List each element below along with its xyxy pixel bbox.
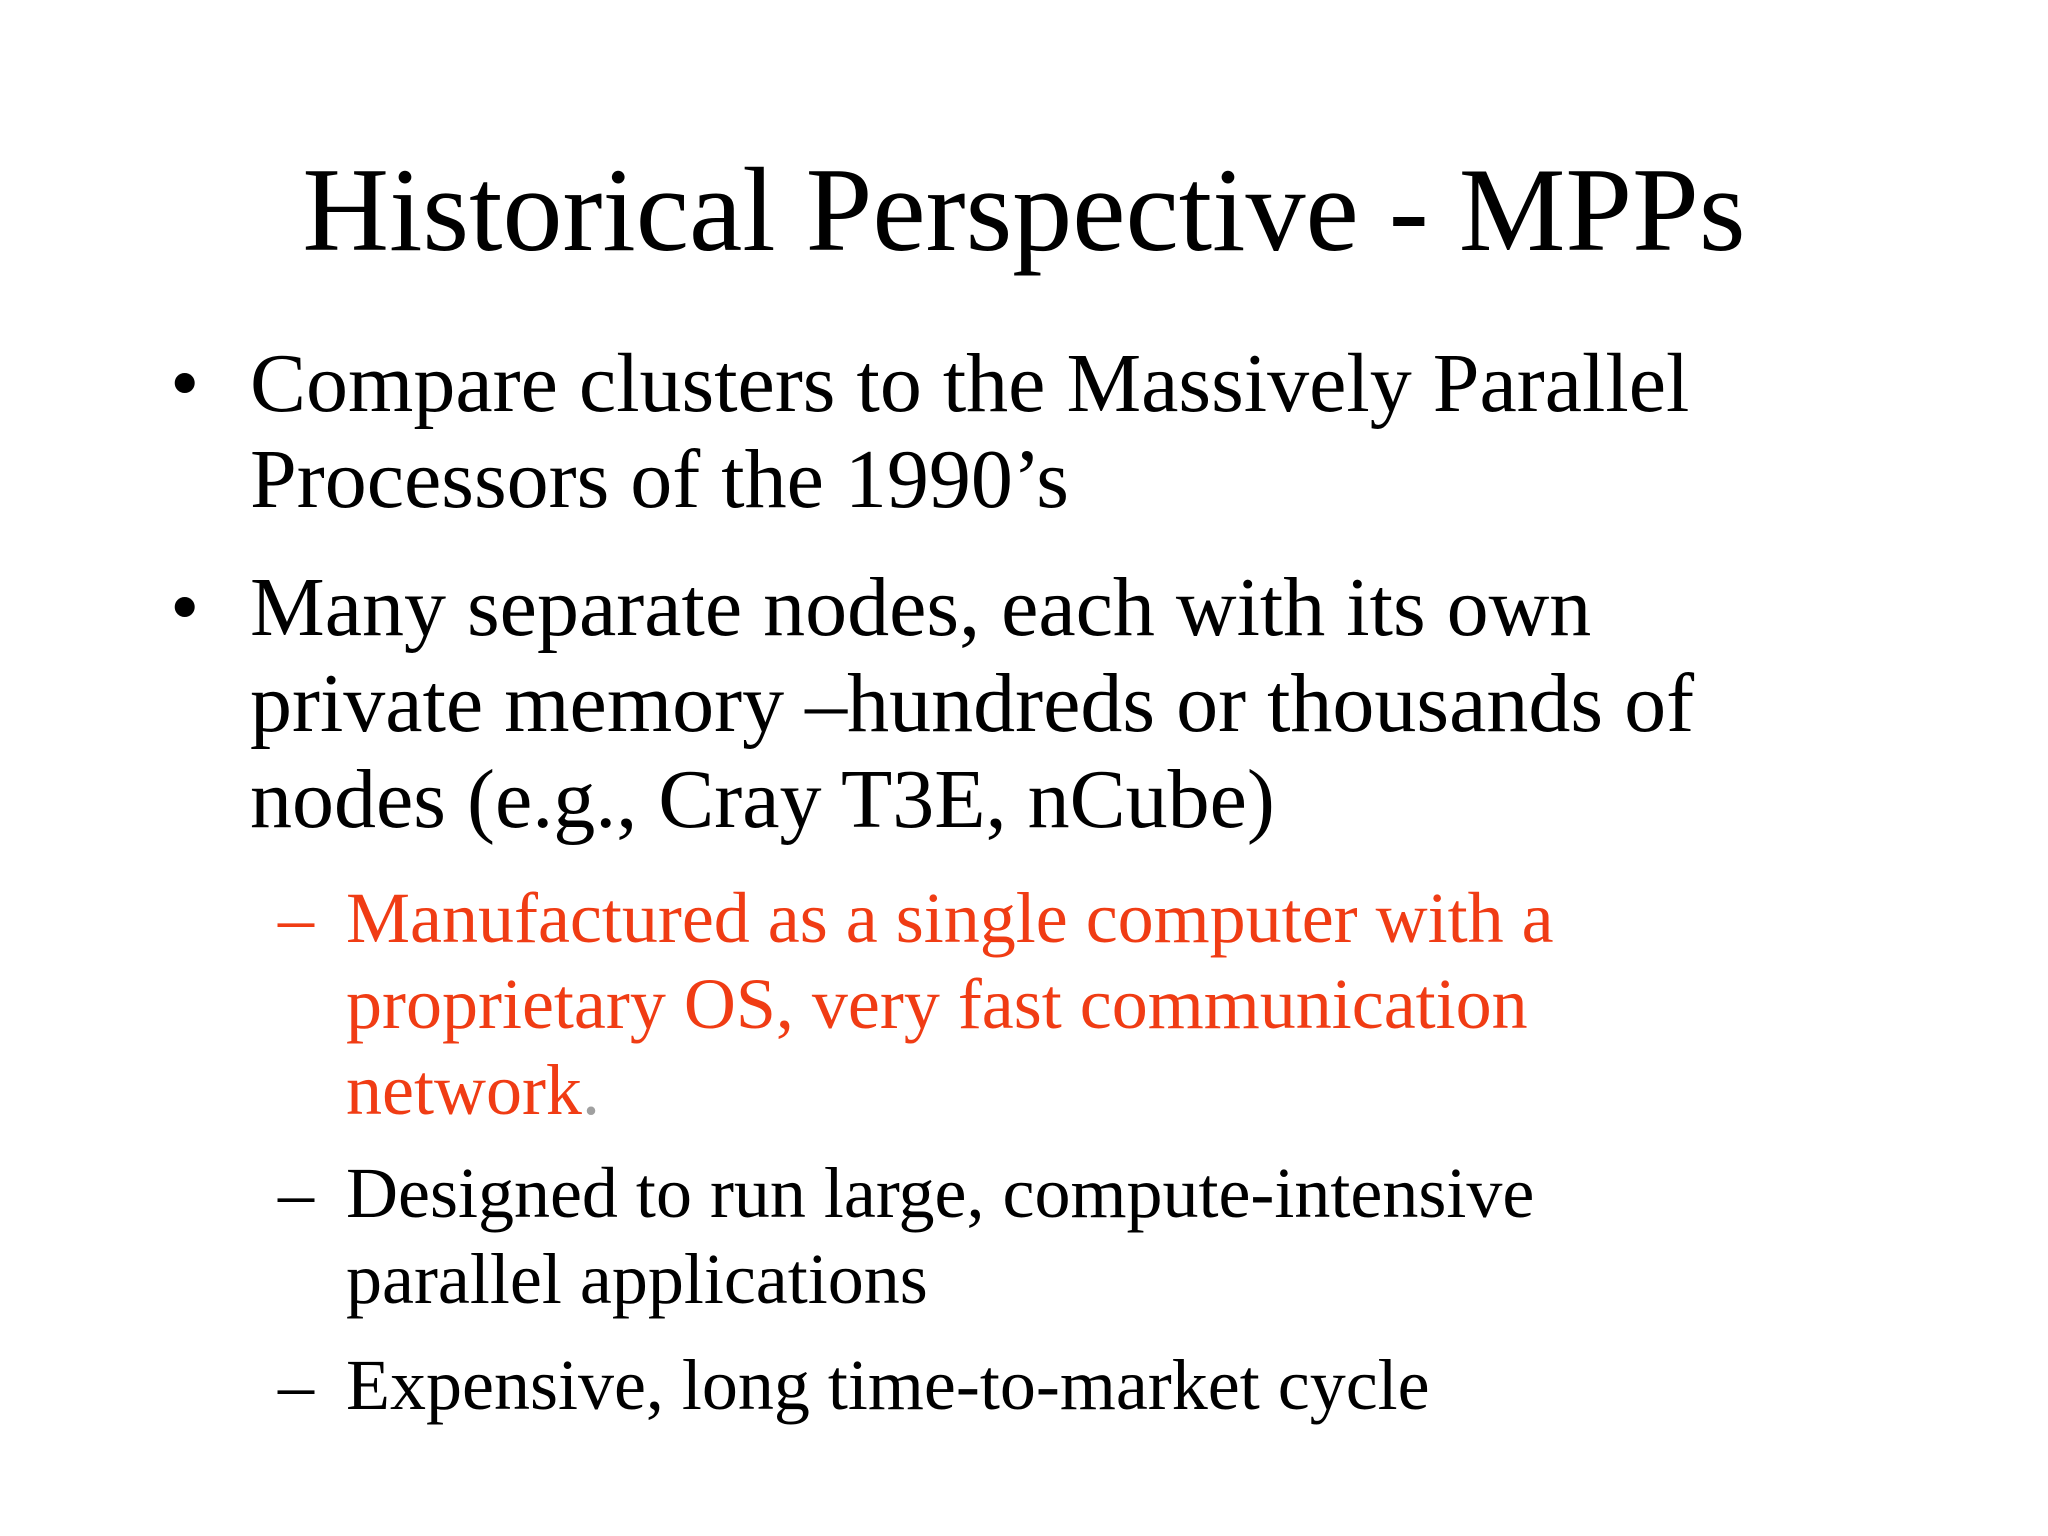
- sub-bullet-line: Designed to run large, compute-intensive: [346, 1153, 1535, 1233]
- bullet-marker: •: [170, 337, 200, 430]
- bullet-line: nodes (e.g., Cray T3E, nCube): [250, 753, 1275, 846]
- bullet-line: Compare clusters to the Massively Parallel: [250, 337, 1690, 430]
- bullet-line: Processors of the 1990’s: [250, 433, 1069, 526]
- sub-bullet-item: [278, 1342, 1978, 1432]
- bullet-text: [250, 560, 1694, 848]
- sub-bullet-line: Expensive, long time-to-market cycle: [346, 1345, 1430, 1425]
- sub-bullet-item: [278, 875, 1978, 1145]
- sub-bullet-line: proprietary OS, very fast communication: [346, 964, 1528, 1044]
- trailing-period: .: [581, 1050, 600, 1130]
- bullet-text: [250, 336, 1689, 528]
- sub-bullet-line-wrap: [346, 1047, 1554, 1133]
- sub-bullet-item: [278, 1150, 1978, 1330]
- sub-bullet-marker: –: [278, 1345, 314, 1425]
- sub-bullet-text: [346, 1342, 1430, 1428]
- bullet-item: [170, 336, 1970, 536]
- sub-bullet-text: [346, 1150, 1534, 1322]
- sub-bullet-marker: –: [278, 878, 314, 958]
- bullet-line: private memory –hundreds or thousands of: [250, 657, 1695, 750]
- bullet-marker: •: [170, 561, 200, 654]
- slide-title: Historical Perspective - MPPs: [302, 143, 1746, 276]
- sub-bullet-line: network: [346, 1050, 582, 1130]
- sub-bullet-line: parallel applications: [346, 1239, 928, 1319]
- sub-bullet-marker: –: [278, 1153, 314, 1233]
- bullet-item: [170, 560, 1970, 860]
- bullet-line: Many separate nodes, each with its own: [250, 561, 1592, 654]
- sub-bullet-text: [346, 875, 1554, 1133]
- sub-bullet-line: Manufactured as a single computer with a: [346, 878, 1554, 958]
